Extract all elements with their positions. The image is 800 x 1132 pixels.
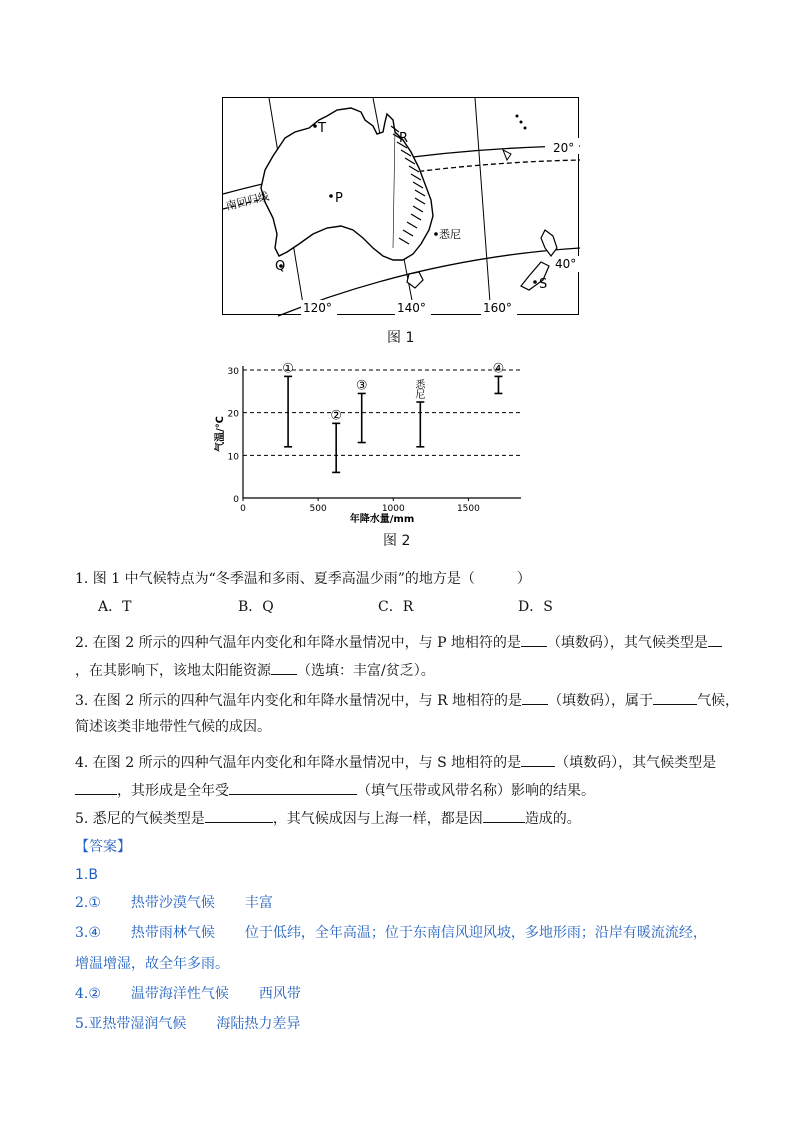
question-2-line2: ，在其影响下，该地太阳能资源 （选填：丰富/贫乏）。	[75, 660, 435, 680]
label-P: P	[335, 191, 343, 206]
blank	[271, 660, 297, 675]
answer-4: 4.② 温带海洋性气候 西风带	[75, 986, 301, 1002]
question-3-line1: 3. 在图 2 所示的四种气温年内变化和年降水量情况中，与 R 地相符的是 （填数码），属于 气候，	[75, 690, 739, 710]
blank	[521, 752, 555, 767]
blank	[205, 808, 273, 823]
series-label-char: 尼	[415, 390, 426, 401]
series-label: ④	[492, 361, 505, 377]
blank	[521, 632, 547, 647]
question-5: 5. 悉尼的气候类型是 ，其气候成因与上海一样，都是因 造成的。	[75, 808, 581, 828]
nz-north-island	[541, 230, 557, 256]
question-1-text: 1. 图 1 中气候特点为“冬季温和多雨、夏季高温少雨”的地方是（ ）	[75, 571, 531, 587]
answer-5: 5.亚热带湿润气候 海陆热力差异	[75, 1016, 301, 1032]
question-4-line2: ，其形成是全年受 （填气压带或风带名称）影响的结果。	[75, 780, 595, 800]
answer-header: 【答案】	[75, 839, 131, 855]
label-S: S	[539, 277, 548, 292]
answer-1: 1.B	[75, 867, 98, 883]
y-tick-label: 10	[227, 452, 239, 463]
blank	[229, 780, 357, 795]
climate-range-chart	[215, 352, 525, 527]
option-c: C．R	[378, 599, 414, 615]
blank	[653, 690, 697, 705]
label-lat40: 40°	[555, 257, 577, 271]
figure2-caption: 图 2	[383, 533, 411, 549]
x-tick-label: 1500	[456, 504, 480, 514]
question-1	[75, 570, 531, 588]
y-tick-label: 30	[227, 367, 239, 377]
answer-3: 3.④ 热带雨林气候 位于低纬，全年高温；位于东南信风迎风坡，多地形雨；沿岸有暖流流经，	[75, 925, 707, 941]
label-lat20: 20°	[553, 141, 575, 155]
x-tick-label: 1000	[381, 504, 405, 514]
series-label: ①	[282, 361, 294, 377]
option-d: D．S	[518, 599, 553, 615]
label-lon160: 160°	[483, 301, 512, 315]
label-lon120: 120°	[303, 301, 332, 315]
blank	[75, 780, 117, 795]
series-label-char: 悉	[415, 380, 426, 391]
option-b: B．Q	[238, 599, 274, 615]
australia-map	[222, 97, 579, 315]
question-3-line2: 简述该类非地带性气候的成因。	[75, 719, 271, 735]
series-label: ②	[330, 408, 342, 424]
series-label: ③	[355, 378, 368, 394]
x-tick-label: 0	[240, 504, 246, 514]
label-T: T	[318, 121, 326, 136]
label-R: R	[399, 131, 409, 146]
island	[503, 150, 511, 160]
figure1-caption: 图 1	[387, 330, 415, 346]
longitude-160-line	[475, 98, 491, 316]
question-1-options	[98, 598, 658, 616]
label-sydney: 悉尼	[439, 228, 461, 241]
y-tick-label: 0	[233, 495, 239, 505]
answer-2: 2.① 热带沙漠气候 丰富	[75, 895, 273, 911]
answer-3-cont: 增温增湿，故全年多雨。	[75, 956, 229, 972]
series-label	[415, 378, 426, 401]
map-drawing	[223, 98, 580, 316]
label-Q: Q	[275, 259, 286, 274]
blank	[483, 808, 525, 823]
blank	[522, 690, 548, 705]
label-lon140: 140°	[397, 301, 426, 315]
blank	[708, 632, 722, 647]
label-tropic: 南回归线	[224, 189, 271, 213]
x-tick-label: 500	[309, 504, 327, 514]
question-2-line1: 2. 在图 2 所示的四种气温年内变化和年降水量情况中，与 P 地相符的是 （填数码），其气候类型是	[75, 632, 722, 652]
x-axis-label: 年降水量/mm	[349, 514, 415, 525]
option-a: A．T	[98, 599, 132, 615]
y-axis-label: 气温/℃	[215, 416, 226, 452]
y-tick-label: 20	[227, 409, 239, 420]
question-4-line1: 4. 在图 2 所示的四种气温年内变化和年降水量情况中，与 S 地相符的是 （填数码），其气候类型是	[75, 752, 716, 772]
